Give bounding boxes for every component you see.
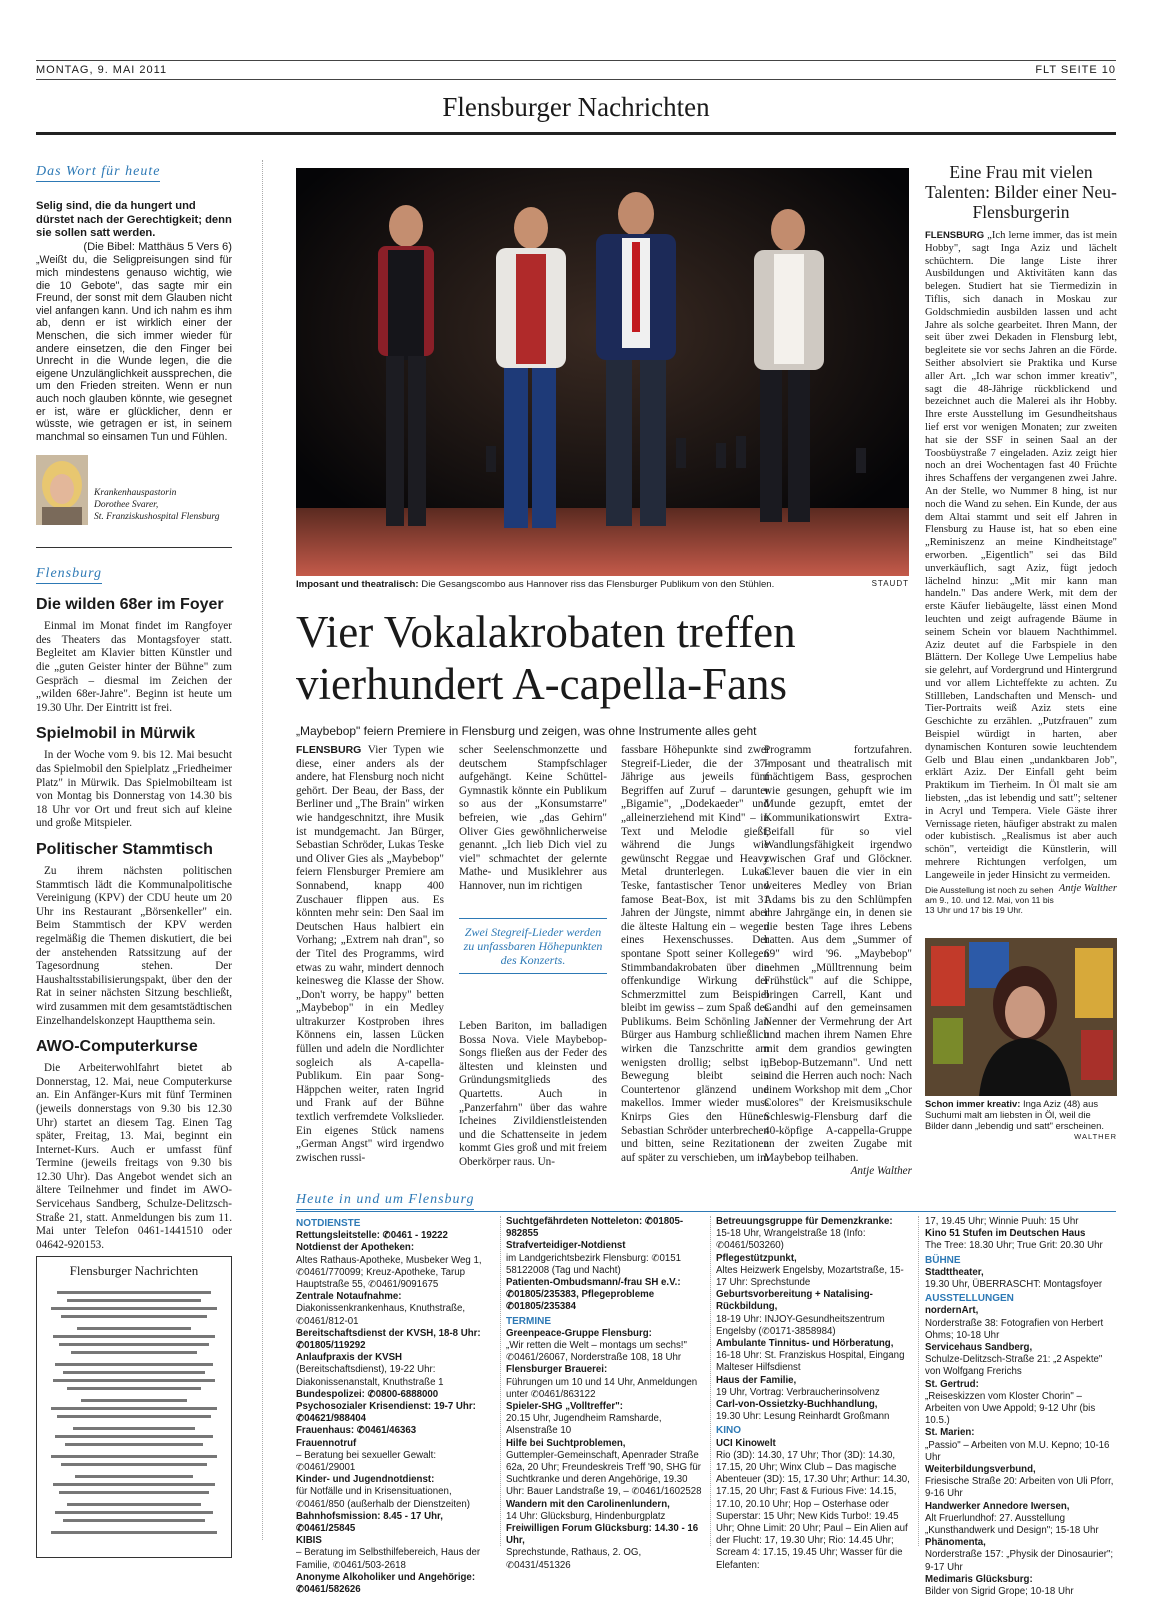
- events-divider: [500, 1216, 501, 1546]
- artist-caption-text: Inga Aziz (48) aus Suchumi malt am liebsten in Öl, weil die Bilder dann „lebendig und satt" erscheinen.: [925, 1098, 1104, 1131]
- events-category: TERMINE: [506, 1315, 551, 1327]
- event-entry: Friesische Straße 20: Arbeiten von Uli Pforr, 9-16 Uhr: [925, 1476, 1114, 1500]
- photo-caption: [296, 579, 909, 590]
- event-entry: „Reiseskizzen vom Kloster Chorin" – Arbeiten von Uwe Appold; 9-12 Uhr (bis 10.5.): [925, 1390, 1096, 1427]
- left-column: [36, 162, 232, 1252]
- article-column-4: [764, 744, 912, 1179]
- artist-caption: [925, 1098, 1117, 1142]
- article-text-4: Programm fortzufahren. Imposant und theatralisch mit mächtigem Bass, gesprochen wie gesungen, gehupft wie im Munde gezupft, emtet der Kommunikationswirt Extra-Beifall für so viel Wandlungsfähigkeit irgendwo zwischen Graf und Glöckner. Clever bauen die vier in ein weiteres Medley von Brian Adams bis zu den Schlümpfen ihre Jahrgänge ein, in denen sie die besten Tage ihres Lebens hatten. Aus dem „Summer of 69" wird '96. „Maybebop" nehmen „Mülltrennung beim Frühstück" auf die Schippe, bringen Carrell, Kant und Gandhi auf den gemeinsamen Nenner der Vermehrung der Art und machen ihrem Namen Ehre mit dem grandios gewingten „Bebop-Butzemann". Und nett sind die Herren auch noch: Nach einem Workshop mit dem „Chor Colores" der Kreismusikschule Schleswig-Flensburg darf die 40-köpfige A-cappella-Gruppe an der zweiten Zugabe mit Maybebop teilhaben.: [764, 744, 912, 1164]
- event-entry: Freiwilligen Forum Glücksburg: 14.30 - 16 Uhr,: [506, 1523, 699, 1547]
- author-name: Dorothee Svarer,: [94, 500, 159, 511]
- event-entry: Führungen um 10 und 14 Uhr, Anmeldungen unter ✆0461/863122: [506, 1376, 698, 1400]
- top-rule: [36, 60, 1116, 61]
- event-entry: Handwerker Annedore Iwersen,: [925, 1500, 1070, 1512]
- event-entry: Rio (3D): 14.30, 17 Uhr; Thor (3D): 14.30, 17.15, 20 Uhr; Winx Club – Das magische Abenteuer (3D): 15, 17.30 Uhr; Arthur: 14.30, 17.15, 20 Uhr; Fast & Furious Five: 14.15, 17.10, 20.10 Uhr; Hop – Osterhase oder Superstar: 15 Uhr; New Kids Turbo!: 19.45 Uhr; Ohne Limit: 20 Uhr; Paul – Ein Alien auf der Flucht: 17, 19.30 Uhr; Rio: 14.45 Uhr; Scream 4: 17.15, 19.45 Uhr; Wasser für die Elefanten:: [716, 1449, 910, 1571]
- events-column-3: [716, 1216, 912, 1572]
- event-entry: 17, 19.45 Uhr; Winnie Puuh: 15 Uhr: [925, 1216, 1079, 1227]
- news-text: Zu ihrem nächsten politischen Stammtisch lädt die Kommunalpolitische Vereinigung (KPV) der CDU heute um 20 Uhr ins Restaurant „Börsenkeller" ein. Beim Stammtisch der KPV werden regelmäßig die Themen diskutiert, die bei der anstehenden Ratssitzung auf der Tagesordnung stehen. Der Haushaltsstabilisierungspakt, über den der Rat in seiner nächsten Sitzung beschließt, wird zusammen mit dem gesamtstädtischen Einzelhandelskonzept Hauptthema sein.: [36, 865, 232, 1027]
- photo-caption-lead: Imposant und theatralisch:: [296, 579, 419, 590]
- event-entry: 14 Uhr: Glücksburg, Hindenburgplatz: [506, 1510, 666, 1522]
- event-entry: Altes Heizwerk Engelsby, Mozartstraße, 15-17 Uhr: Sprechstunde: [716, 1264, 904, 1289]
- event-entry: KIBIS: [296, 1535, 322, 1547]
- section-title: Flensburger Nachrichten: [442, 92, 710, 122]
- artist-image: [925, 938, 1117, 1096]
- event-entry: Diakonissenkrankenhaus, Knuthstraße, ✆0461/812-01: [296, 1303, 466, 1327]
- event-entry: Phänomenta,: [925, 1537, 986, 1549]
- event-entry: Betreuungsgruppe für Demenzkranke:: [716, 1216, 893, 1227]
- section-rule: [36, 132, 1116, 135]
- article-column-2b: [459, 1020, 607, 1170]
- event-entry: 18-19 Uhr: INJOY-Gesundheitszentrum Engelsby (✆0171-3858984): [716, 1313, 885, 1337]
- wort-source: (Die Bibel: Matthäus 5 Vers 6): [83, 240, 232, 253]
- event-entry: Altes Rathaus-Apotheke, Musbeker Weg 1, ✆0461/770099; Kreuz-Apotheke, Tarup Hauptstraße 55, ✆0461/9091675: [296, 1254, 482, 1291]
- event-entry: Zentrale Notaufnahme:: [296, 1291, 402, 1303]
- event-entry: im Landgerichtsbezirk Flensburg: ✆0151 58122008 (Tag und Nacht): [506, 1252, 682, 1276]
- event-entry: 20.15 Uhr, Jugendheim Ramsharde, Alsenstraße 10: [506, 1413, 662, 1437]
- side-body: „Ich lerne immer, das ist mein Hobby", sagt Inga Aziz und lächelt schüchtern. Die lange Liste ihrer Ausbildungen und Aktivitäten kann das belegen. Studiert hat sie Tiermedizin in Tiflis, sich danach in Moskau zur Goldschmiedin ausbilden lassen und acht Jahre als solche gearbeitet. Ihren Mann, der seit über zwei Dekaden in Flensburg lebt, begleitete sie vor sechs Jahren an die Förde. Seither absolviert sie Praktika und Kurse aller Art. „Ich war schon immer kreativ", sagt die 48-Jährige rückblickend und bezeichnet auch die Malerei als ihr Hobby. Ihre erste Ausstellung im Gesundheitshaus lief erst vor wenigen Monaten; zur zweiten hat sie der SSF in seinen Saal an der Toosbüystraße 7 eingeladen. Aziz zeigt hier noch an drei Wochentagen fast 40 Früchte ihres Schaffens der vergangenen zwei Jahre. An der Stelle, wo Nummer 8 hing, ist nur noch die Wand zu sehen. Ein Kunde, der aus dem Altai stammt und seit elf Jahren in Flensburg zu Hause ist, hat so eben eine „Reminiszenz an meine Kindheitstage" erworben. „Eigentlich" sei das Bild unverkäuflich, sagt Aziz, fügt jedoch lächelnd hinzu: „Mit mir kann man handeln." Das andere Werk, mit dem der erste Käufer liebäugelte, lässt einen Mond leuchten und zeigt aufragende Bäume in seinem Schein vor blauem Nachthimmel. Aziz deutet auf die Farbspiele in den Blättern. Der Kollege Uwe Lempelius habe sie gelehrt, auf Vordergrund und Hintergrund und vor allem Lichteffekte zu achten. Zu Stillleben, Landschaften und Mensch- und Tier-Portraits weiß Aziz stets eine Geschichte zu erzählen. „Putzfrauen" zum Beispiel würdigt in harten, aber dynamischen Konturen sowie leuchtendem Gelb und Blau einen „undankbaren Job", erklärt Aziz. Der Einfall geht beim Praktikum im Tierheim. In Öl malt sie am liebsten, „das ist lebendig und satt"; seltener in Acryl und Tempera. Viele Gäste ihrer Vernissage rieten, häufiger abstrakt zu malen oder kubistisch. „Realismus ist aber auch schön", verteidigt die Künstlerin, will mehrere Richtungen verfolgen, um Langeweile in jeder Hinsicht zu vermeiden.: [925, 230, 1117, 881]
- article-column-1: [296, 744, 444, 1165]
- masthead-bar: [36, 62, 1116, 78]
- side-note: Die Ausstellung ist noch zu sehen am 9., 10. und 12. Mai, von 11 bis 13 Uhr und 17 bis 19 Uhr.: [925, 884, 1054, 915]
- event-entry: Haus der Familie,: [716, 1374, 797, 1386]
- flensburg-news: [36, 596, 232, 1252]
- event-entry: „Passio" – Arbeiten von M.U. Kepno; 10-16 Uhr: [925, 1439, 1110, 1463]
- article-author: Antje Walther: [850, 1165, 912, 1178]
- author-photo: [36, 455, 88, 525]
- news-text: Die Arbeiterwohlfahrt bietet ab Donnerstag, 12. Mai, neue Computerkurse an. Ein Anfänger-Kurs mit fünf Terminen (jeweils donnerstags von 9.30 bis 12.30 Uhr) startet an diesem Tag. Einen Tag später, Freitag, 13. Mai, beginnt ein Internet-Kurs. Auch er umfasst fünf Termine (jeweils freitags von 9.30 bis 12.30 Uhr). Das Angebot wendet sich an ältere Teilnehmer und findet im AWO-Servicehaus Sandberg, Schulze-Delitzsch-Straße 21, statt. Anmeldungen bis zum 11. Mai unter Telefon 0461-1441510 oder 04642-920153.: [36, 1062, 232, 1251]
- news-item: [36, 596, 232, 715]
- event-entry: 19.30 Uhr, ÜBERRASCHT: Montagsfoyer: [925, 1279, 1103, 1291]
- wort-header: Das Wort für heute: [36, 164, 160, 182]
- photo-credit: STAUDT: [871, 579, 909, 588]
- event-entry: St. Gertrud:: [925, 1378, 979, 1390]
- news-item: [36, 1038, 232, 1252]
- headline-subline: „Maybebop" feiern Premiere in Flensburg und zeigen, was ohne Instrumente alles geht: [296, 724, 757, 738]
- events-rule: [296, 1211, 1116, 1212]
- event-entry: Rettungsleitstelle: ✆0461 - 19222: [296, 1230, 448, 1242]
- article-text-2b: Leben Bariton, im balladigen Bossa Nova. Viele Maybebop-Songs fließen aus der Feder des ältesten und kleinsten und Gründungsmitglieds des Quartetts. Auch in „Panzerfahrn" über das wahre Icheines Zivildienstleistenden und die Schattenseite in jedem kommt Gies groß und mit freiem Oberkörper raus. Un-: [459, 1020, 607, 1168]
- event-entry: nordernArt,: [925, 1305, 979, 1317]
- author-place: St. Franziskushospital Flensburg: [94, 512, 220, 523]
- event-entry: 16-18 Uhr: St. Franziskus Hospital, Eingang Malteser Hilfsdienst: [716, 1350, 905, 1374]
- event-entry: für Notfälle und in Krisensituationen, ✆0461/850 (außerhalb der Dienstzeiten): [296, 1486, 470, 1510]
- imprint-title: Flensburger Nachrichten: [69, 1263, 199, 1278]
- event-entry: Servicehaus Sandberg,: [925, 1342, 1033, 1354]
- events-column-2: [506, 1216, 702, 1572]
- news-text: In der Woche vom 9. bis 12. Mai besucht das Spielmobil den Spielplatz „Friedheimer Platz" in Mürwik. Das Spielmobilteam ist von Montag bis Donnerstag von 14.30 bis 18 Uhr vor Ort und freut sich auf kleine und große Mitspieler.: [36, 749, 232, 830]
- event-entry: Bilder von Sigrid Grope; 10-18 Uhr: [925, 1586, 1074, 1598]
- event-entry: Frauenhaus: ✆0461/46363: [296, 1425, 417, 1437]
- event-entry: Psychosozialer Krisendienst: 19-7 Uhr: ✆04621/988404: [296, 1401, 476, 1425]
- side-author: Antje Walther: [1058, 882, 1117, 894]
- imprint-box: [36, 1256, 232, 1558]
- article-text-3: fassbare Höhepunkte sind zwei Stegreif-Lieder, die der 37-Jährige aus jeweils fünf Begriffen auf Zuruf – darunter „Bigamie", „Dodekaeder" und „alleinerziehend mit Kind" – in Text und Melodie gießt, während die Jungs wie gewünscht Reggae und Heavy Metal drunterlegen. Lukas Teske, fantastischer Tenor und famose Beat-Box, ist mit 31 Jahren der Jüngste, nimmt aber die älteste Haltung ein – wegen eines Hexenschusses. Der spontane Spott seiner Kollegen Stimmbandakrobaten über die offenkundige Wirkung der Schmerzmittel zum Beispiel bleibt im gewiss – zum Spaß des Publikums. Beim Schönling Jan Bürger aus Hamburg schließlich wirken die Tanzschritte am wenigsten drollig; selbst in Bewegung bleibt sein Countertenor glänzend und makellos. Immer wieder muss Knirps Gies den Hünen Sebastian Schröder unterbrechen und bitten, seine Rezitationen auf später zu verschieben, um im: [621, 744, 769, 1164]
- event-entry: Schulze-Delitzsch-Straße 21: „2 Aspekte" von Wolfgang Frerichs: [925, 1354, 1103, 1378]
- events-category: NOTDIENSTE: [296, 1218, 361, 1229]
- news-title: Politischer Stammtisch: [36, 841, 213, 858]
- event-entry: (Bereitschaftsdienst), 19-22 Uhr: Diakonissenanstalt, Knuthstraße 1: [296, 1364, 444, 1388]
- event-entry: 19.30 Uhr: Lesung Reinhardt Großmann: [716, 1411, 890, 1423]
- event-entry: Hilfe bei Suchtproblemen,: [506, 1437, 626, 1449]
- event-entry: Notdienst der Apotheken:: [296, 1242, 415, 1254]
- event-entry: Greenpeace-Gruppe Flensburg:: [506, 1327, 652, 1339]
- page-number: FLT SEITE 10: [1035, 64, 1116, 76]
- article-column-2: [459, 744, 607, 894]
- events-divider: [918, 1216, 919, 1546]
- event-entry: Ambulante Tinnitus- und Hörberatung,: [716, 1338, 894, 1350]
- event-entry: – Beratung im Selbsthilfebereich, Haus der Familie, ✆0461/503-2618: [296, 1547, 481, 1571]
- side-dateline: FLENSBURG: [925, 230, 985, 241]
- event-entry: Geburtsvorbereitung + Natalising-Rückbildung,: [716, 1289, 873, 1313]
- issue-date: MONTAG, 9. MAI 2011: [36, 64, 168, 76]
- event-entry: UCI Kinowelt: [716, 1437, 776, 1449]
- event-entry: Bundespolizei: ✆0800-6888000: [296, 1388, 439, 1400]
- events-column-4: [925, 1216, 1117, 1598]
- event-entry: The Tree: 18.30 Uhr; True Grit: 20.30 Uhr: [925, 1240, 1103, 1252]
- event-entry: Flensburger Brauerei:: [506, 1364, 608, 1376]
- events-category: BÜHNE: [925, 1254, 961, 1266]
- event-entry: Patienten-Ombudsmann/-frau SH e.V.: ✆01805/235383, Pflegeprobleme ✆01805/235384: [506, 1277, 681, 1313]
- event-entry: Kinder- und Jugendnotdienst:: [296, 1474, 435, 1486]
- article-column-3: [621, 744, 769, 1165]
- author-role: Krankenhauspastorin: [94, 488, 177, 499]
- news-title: Spielmobil in Mürwik: [36, 725, 196, 743]
- news-title: AWO-Computerkurse: [36, 1038, 198, 1056]
- main-photo: [296, 168, 909, 576]
- events-category: AUSSTELLUNGEN: [925, 1293, 1014, 1305]
- wort-text: „Weißt du, die Seligpreisungen sind für mich mindestens genauso wichtig, wie die 10 Gebote", das sagte mir ein Freund, der sonst mit dem Glauben nicht viel anfangen kann. Und ich nahm es ihm ab, denn er ist wirklich einer der Menschen, die sich immer wieder für andere einsetzen, die den Finger bei Unrecht in die Wunde legen, die die eigene Unzulänglichkeit aussprechen, die um den Frieden streiten. Wenn er nun auch noch glauben könnte, wie gesegnet er ist, wäre er glücklicher, denn er wüsste, wie getragen er ist, in seinem manchmal so einsamen Tun und Fühlen.: [36, 254, 232, 443]
- events-category: KINO: [716, 1425, 741, 1437]
- headline-line-1: Vier Vokalakrobaten treffen: [296, 607, 796, 657]
- event-entry: Guttempler-Gemeinschaft, Apenrader Straße 62a, 20 Uhr; Freundeskreis Treff '90, SHG für Suchtkranke und deren Angehörige, 19.30 Uhr: Bauer Landstraße 19, – ✆0461/1602528: [506, 1449, 702, 1498]
- event-entry: Norderstraße 157: „Physik der Dinosaurier"; 9-17 Uhr: [925, 1549, 1114, 1573]
- artist-photo-credit: WALTHER: [1074, 1132, 1117, 1141]
- artist-photo: [925, 938, 1117, 1096]
- event-entry: Kino 51 Stufen im Deutschen Haus: [925, 1228, 1086, 1240]
- event-entry: Sprechstunde, Rathaus, 2. OG, ✆0431/451326: [506, 1547, 642, 1571]
- pull-quote: Zwei Stegreif-Lieder werden zu unfassbaren Höhepunkten des Konzerts.: [459, 918, 607, 974]
- news-item: [36, 841, 232, 1028]
- right-column: [925, 162, 1117, 915]
- article-text-2a: scher Seelenschmonzette und deutschem Stampfschlager aufgehängt. Keine Schüttel-Gymnastik könnte ein Publikum so aus der „Konsumstarre" befreien, wie „das Gehirn" Oliver Gies gewöhnlicherweise genannt. „Ich lieb Dich viel zu viel" schmachtet der gelernte Mathe- und Musiklehrer aus Hannover, nun im richtigen: [459, 744, 607, 892]
- event-entry: Medimaris Glücksburg:: [925, 1573, 1033, 1585]
- artist-caption-lead: Schon immer kreativ:: [925, 1098, 1021, 1109]
- event-entry: St. Marien:: [925, 1427, 975, 1439]
- event-entry: Wandern mit den Carolinenlundern,: [506, 1498, 670, 1510]
- event-entry: Frauennotruf: [296, 1437, 357, 1449]
- news-text: Einmal im Monat findet im Rangfoyer des Theaters das Montagsfoyer statt. Begleitet am Klavier bitten Künstler und die „guten Geister hinter der Bühne" zum Gespräch – diesmal im Zeichen der „wilden 68er-Jahre". Beginn ist heute um 19.30 Uhr. Der Eintritt ist frei.: [36, 620, 232, 714]
- photo-caption-text: Die Gesangscombo aus Hannover riss das Flensburger Publikum von den Stühlen.: [418, 579, 775, 590]
- headline-line-2: vierhundert A-capella-Fans: [296, 659, 788, 709]
- side-headline: Eine Frau mit vielen Talenten: Bilder einer Neu-Flensburgerin: [925, 162, 1117, 222]
- wort-author: [36, 455, 232, 529]
- flensburg-header: Flensburg: [36, 566, 102, 584]
- event-entry: Anonyme Alkoholiker und Angehörige: ✆0461/582626: [296, 1571, 476, 1596]
- event-entry: Anlaufpraxis der KVSH: [296, 1352, 403, 1364]
- event-entry: 19 Uhr, Vortrag: Verbraucherinsolvenz: [716, 1386, 880, 1398]
- imprint-fine-print: [37, 1285, 231, 1545]
- article-text-1: Vier Typen wie diese, einer anders als der andere, hat Flensburg noch nicht gehört. Der Beau, der Bass, der Berliner und „The Brain" wirken wie handgeschnitzt, ihre Musik ist mundgemacht. Jan Bürger, Sebastian Schröder, Lukas Teske und Oliver Gies als „Maybebop" feiern Flensburger Premiere am Sonnabend, knapp 400 Zuschauer flippen aus. Es könnten mehr sein: Den Saal im Deutschen Haus halbiert ein Vorhang; „Extrem nah dran", so der Titel des Programms, wird etwas zu wahr, mindert dennoch keinesweg die Klasse der Show. „Don't worry, be happy" betten „Maybebop" in ein Medley ultrakurzer Kostproben ihres Könnens ein, lassen Lücken füllen und adeln die Nordlichter sogleich als A-capella-Publikum. Ein paar Song-Häppchen weiter, raten Ingrid und Frank auf der Bühne textlich verfremdete Volkslieder. Ein eigenes Stück namens „German Angst" wird irgendwo zwischen russi-: [296, 744, 444, 1164]
- event-entry: „Wir retten die Welt – montags um sechs!" ✆0461/26067, Norderstraße 108, 18 Uhr: [506, 1340, 687, 1364]
- article-dateline: FLENSBURG: [296, 744, 362, 756]
- event-entry: 15-18 Uhr, Wrangelstraße 18 (Info: ✆0461/503260): [716, 1228, 866, 1252]
- main-headline: [296, 606, 916, 710]
- event-entry: Alt Fruerlundhof: 27. Ausstellung „Kunsthandwerk und Design"; 15-18 Uhr: [925, 1512, 1099, 1537]
- mast-rule: [36, 79, 1116, 80]
- news-title: Die wilden 68er im Foyer: [36, 596, 224, 614]
- event-entry: Weiterbildungsverbund,: [925, 1464, 1036, 1476]
- wort-quote: Selig sind, die da hungert und dürstet nach der Gerechtigkeit; denn sie sollen satt werden.: [36, 200, 232, 240]
- event-entry: Norderstraße 38: Fotografien von Herbert Ohms; 10-18 Uhr: [925, 1317, 1104, 1341]
- event-entry: Bahnhofsmission: 8.45 - 17 Uhr, ✆0461/25845: [296, 1510, 443, 1535]
- column-divider: [262, 160, 263, 1540]
- event-entry: Carl-von-Ossietzky-Buchhandlung,: [716, 1399, 878, 1411]
- event-entry: Stadttheater,: [925, 1266, 984, 1278]
- side-text: [925, 230, 1117, 894]
- events-header: Heute in und um Flensburg: [296, 1192, 474, 1210]
- events-column-1: [296, 1216, 492, 1596]
- event-entry: Strafverteidiger-Notdienst: [506, 1240, 626, 1252]
- news-item: [36, 725, 232, 831]
- event-entry: Suchtgefährdeten Notteleton: ✆01805-982855: [506, 1216, 684, 1240]
- event-entry: – Beratung bei sexueller Gewalt: ✆0461/29001: [296, 1449, 437, 1474]
- event-entry: Bereitschaftsdienst der KVSH, 18-8 Uhr: ✆01805/119292: [296, 1327, 481, 1352]
- event-entry: Spieler-SHG „Volltreffer":: [506, 1401, 623, 1413]
- stage-image: [296, 168, 909, 576]
- event-entry: Pflegestützpunkt,: [716, 1252, 797, 1264]
- events-divider: [710, 1216, 711, 1546]
